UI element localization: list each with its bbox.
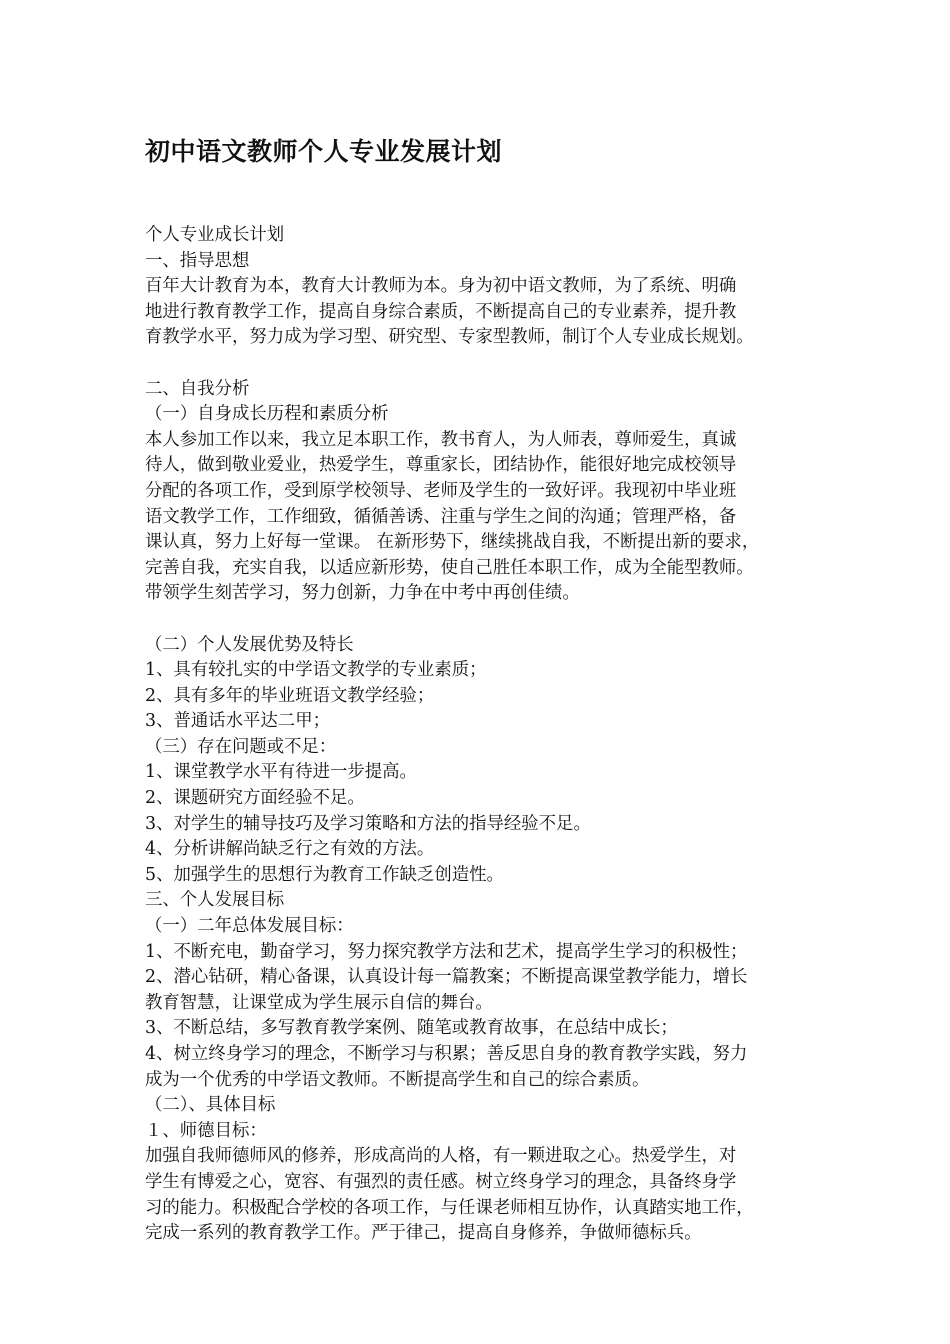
text-line: 带领学生刻苦学习，努力创新，力争在中考中再创佳绩。 [145, 583, 580, 604]
text-line: 成为一个优秀的中学语文教师。不断提高学生和自己的综合素质。 [145, 1069, 650, 1090]
text-line: 加强自我师德师风的修养，形成高尚的人格，有一颗进取之心。热爱学生，对 [145, 1146, 737, 1167]
blank-line [145, 607, 825, 633]
blank-line [145, 351, 825, 377]
text-line: 3、对学生的辅导技巧及学习策略和方法的指导经验不足。 [145, 813, 591, 834]
text-line: （一）自身成长历程和素质分析 [145, 404, 389, 425]
text-line: 1、具有较扎实的中学语文教学的专业素质； [145, 660, 487, 681]
text-line: 课认真，努力上好每一堂课。 在新形势下，继续挑战自我，不断提出新的要求， [145, 532, 760, 553]
text-line: 完成一系列的教育教学工作。严于律己，提高自身修养，争做师德标兵。 [145, 1223, 702, 1244]
text-line: 分配的各项工作，受到原学校领导、老师及学生的一致好评。我现初中毕业班 [145, 480, 737, 501]
text-line: 3、普通话水平达二甲； [145, 711, 330, 732]
text-line: （二）个人发展优势及特长 [145, 634, 354, 655]
text-line: 2、具有多年的毕业班语文教学经验； [145, 685, 435, 706]
text-line: 4、树立终身学习的理念，不断学习与积累；善反思自身的教育教学实践，努力 [145, 1044, 748, 1064]
text-line: 语文教学工作，工作细致，循循善诱、注重与学生之间的沟通；管理严格，备 [145, 506, 737, 527]
text-line: 2、课题研究方面经验不足。 [145, 788, 365, 809]
text-line: （三）存在问题或不足： [145, 736, 337, 757]
text-line: 2、潜心钻研，精心备课，认真设计每一篇教案；不断提高课堂教学能力，增长 [145, 967, 748, 988]
text-line: 待人，做到敬业爱业，热爱学生，尊重家长，团结协作，能很好地完成校领导 [145, 455, 737, 476]
document-title: 初中语文教师个人专业发展计划 [145, 137, 503, 166]
text-line: 地进行教育教学工作，提高自身综合素质，不断提高自己的专业素养，提升教 [145, 301, 737, 322]
text-line: １、师德目标： [145, 1120, 267, 1141]
text-line: 完善自我，充实自我，以适应新形势，使自己胜任本职工作，成为全能型教师。 [145, 557, 754, 578]
text-line: 一、指导思想 [145, 250, 250, 271]
text-line: 4、分析讲解尚缺乏行之有效的方法。 [145, 839, 435, 860]
text-line: 二、自我分析 [145, 378, 250, 399]
text-line: 5、加强学生的思想行为教育工作缺乏创造性。 [145, 864, 504, 885]
text-line: （一）二年总体发展目标： [145, 916, 354, 937]
text-line: 1、不断充电，勤奋学习，努力探究教学方法和艺术，提高学生学习的积极性； [145, 941, 748, 962]
text-line: 教育智慧，让课堂成为学生展示自信的舞台。 [145, 992, 493, 1013]
document-body [145, 223, 825, 1247]
text-line: 本人参加工作以来，我立足本职工作，教书育人，为人师表，尊师爱生，真诚 [145, 429, 737, 450]
text-line: 学生有博爱之心，宽容、有强烈的责任感。树立终身学习的理念，具备终身学 [145, 1171, 737, 1192]
text-line: 3、不断总结，多写教育教学案例、随笔或教育故事，在总结中成长； [145, 1018, 678, 1039]
text-line: 百年大计教育为本，教育大计教师为本。身为初中语文教师，为了系统、明确 [145, 276, 737, 297]
text-line: 习的能力。积极配合学校的各项工作，与任课老师相互协作，认真踏实地工作， [145, 1197, 754, 1218]
text-line: 育教学水平，努力成为学习型、研究型、专家型教师，制订个人专业成长规划。 [145, 327, 754, 348]
text-line: 1、课堂教学水平有待进一步提高。 [145, 762, 417, 783]
text-line: （二）、具体目标 [145, 1095, 276, 1116]
text-line: 三、个人发展目标 [145, 890, 285, 911]
text-line: 个人专业成长计划 [145, 225, 285, 245]
